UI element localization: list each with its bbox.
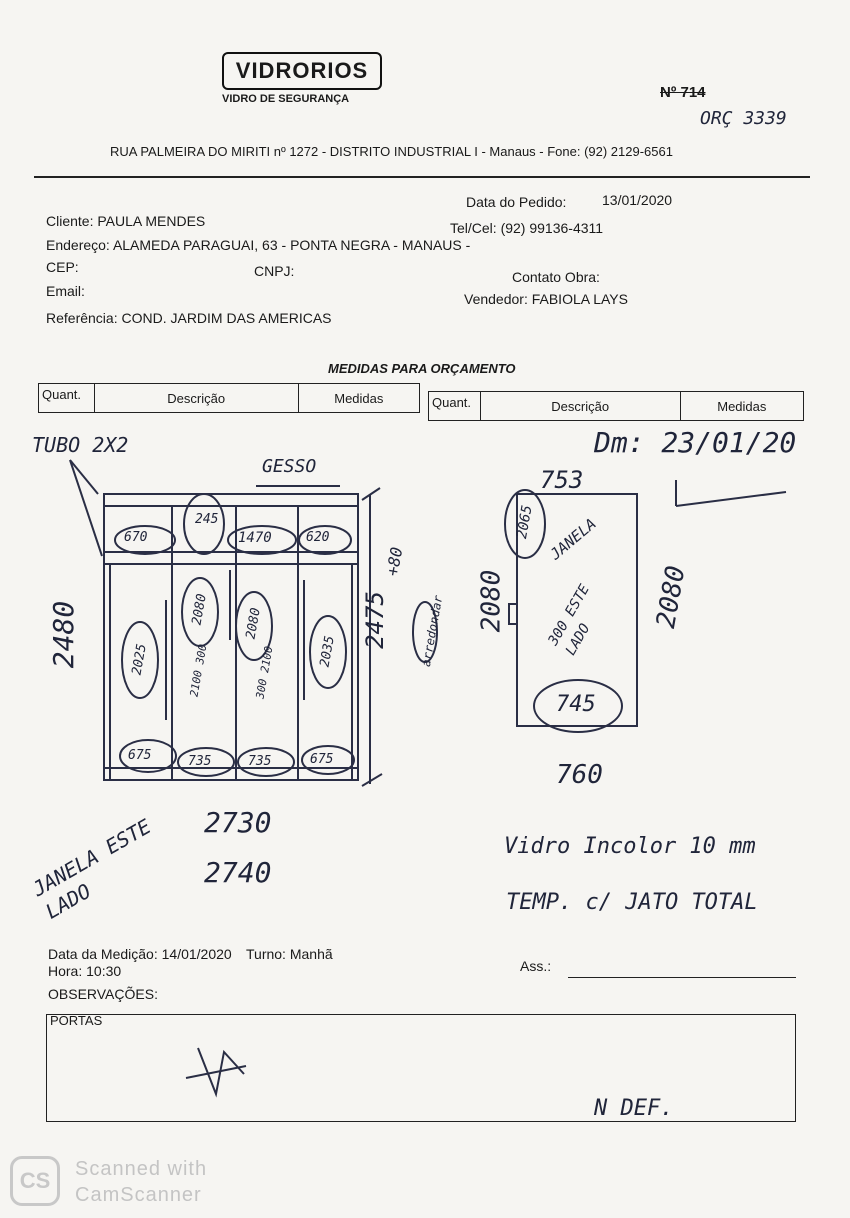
cep-field: CEP:	[46, 259, 79, 275]
brand-tagline: VIDRO DE SEGURANÇA	[222, 93, 350, 105]
hora-field: Hora: 10:30	[48, 963, 122, 979]
hand-r-h-right: 2080	[651, 563, 692, 631]
hand-bottom-1: 675	[128, 748, 152, 763]
camscanner-line2: CamScanner	[75, 1184, 202, 1206]
hand-bottom-2: 735	[188, 754, 212, 769]
hand-mid-a: 2100 300	[187, 643, 210, 698]
medicao-field: Data da Medição: 14/01/2020	[48, 946, 232, 962]
order-number: Nº 714	[660, 84, 706, 101]
hand-dm: Dm: 23/01/20	[594, 426, 797, 459]
hand-panel-2: 2080	[189, 592, 210, 627]
hand-top-3: 1470	[238, 530, 272, 546]
hand-r-este: 300 ESTE LADO	[545, 581, 594, 659]
turno-field: Turno: Manhã	[246, 946, 333, 962]
hand-vidro-1: Vidro Incolor 10 mm	[504, 834, 756, 859]
table-header-right	[428, 391, 804, 421]
hand-right-height: 2475	[360, 591, 389, 649]
seller-field: Vendedor: FABIOLA LAYS	[464, 291, 628, 307]
col-descricao: Descrição	[95, 384, 299, 412]
hand-gesso: GESSO	[262, 456, 317, 477]
hand-top-1: 670	[124, 530, 148, 545]
col-descricao-right: Descrição	[481, 392, 681, 420]
hand-tubo: TUBO 2X2	[32, 433, 129, 457]
hand-vidro-2: TEMP. c/ JATO TOTAL	[506, 890, 758, 915]
camscanner-logo: CS	[10, 1156, 60, 1206]
company-address: RUA PALMEIRA DO MIRITI nº 1272 - DISTRITO INDUSTRIAL I - Manaus - Fone: (92) 2129-6561	[110, 144, 673, 159]
hand-ndef: N DEF.	[594, 1096, 674, 1121]
email-field: Email:	[46, 283, 85, 299]
hand-r-top: 753	[540, 466, 584, 494]
hand-r-bottom: 760	[556, 760, 603, 790]
reference-field: Referência: COND. JARDIM DAS AMERICAS	[46, 310, 332, 326]
order-date-value: 13/01/2020	[602, 192, 673, 208]
section-title: MEDIDAS PARA ORÇAMENTO	[328, 361, 516, 376]
hand-r-inner: 745	[556, 692, 596, 717]
order-date-label: Data do Pedido:	[466, 194, 567, 210]
hand-mid-b: 300 2100	[253, 645, 276, 700]
hand-janela-left: JANELA ESTE LADO	[28, 814, 155, 924]
hand-top-4: 620	[306, 530, 330, 545]
col-quant: Quant.	[39, 384, 95, 412]
observacoes-label: OBSERVAÇÕES:	[48, 986, 158, 1002]
col-medidas: Medidas	[334, 390, 384, 406]
hand-width-a: 2730	[204, 806, 272, 839]
brand-name: VIDRORIOS	[235, 58, 369, 83]
hand-r-h-left: 2080	[476, 569, 507, 633]
hand-r-janela: JANELA	[546, 514, 600, 564]
signature-line	[568, 977, 796, 978]
hand-left-height: 2480	[47, 600, 81, 669]
client-field: Cliente: PAULA MENDES	[46, 213, 206, 229]
observacoes-box	[46, 1014, 796, 1122]
col-quant-right: Quant.	[429, 392, 481, 420]
col-medidas-right: Medidas	[717, 398, 767, 414]
orc-number: ORÇ 3339	[700, 108, 787, 129]
brand-logo	[222, 52, 382, 90]
hand-r-oval: 2065	[514, 504, 536, 540]
camscanner-line1: Scanned with	[75, 1158, 208, 1180]
hand-bottom-3: 735	[248, 754, 272, 769]
cnpj-field: CNPJ:	[254, 263, 295, 279]
camscanner-text	[75, 1156, 207, 1208]
hand-bottom-4: 675	[310, 752, 334, 767]
phone-field: Tel/Cel: (92) 99136-4311	[450, 220, 604, 236]
hand-panel-4: 2035	[317, 634, 338, 669]
hand-plus-side: +80	[382, 545, 407, 578]
signature-label: Ass.:	[520, 958, 552, 974]
contact-field: Contato Obra:	[512, 269, 600, 285]
portas-label: PORTAS	[50, 1013, 103, 1028]
hand-width-b: 2740	[204, 856, 272, 889]
hand-side-note: arredondar	[418, 594, 446, 668]
table-header-left	[38, 383, 420, 413]
hand-panel-3: 2080	[243, 606, 264, 641]
header-divider	[34, 176, 810, 178]
hand-top-2: 245	[195, 512, 219, 527]
address-field: Endereço: ALAMEDA PARAGUAI, 63 - PONTA NEGRA - MANAUS -	[46, 237, 471, 253]
hand-panel-1: 2025	[129, 642, 150, 677]
